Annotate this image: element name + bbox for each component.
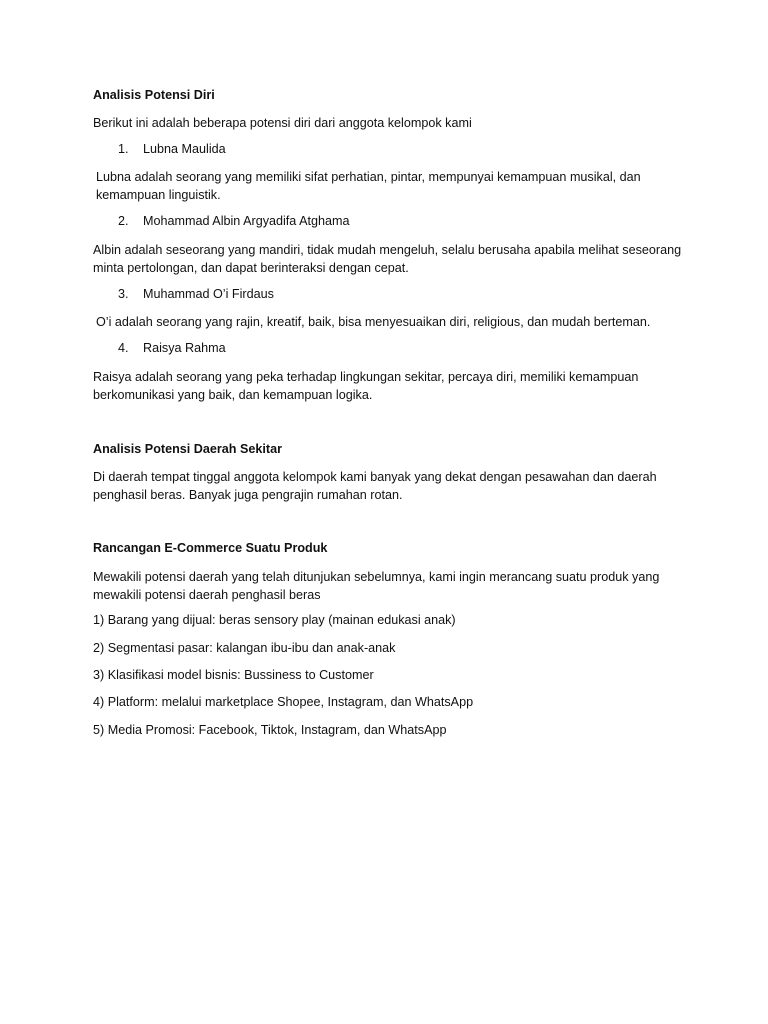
- ecommerce-list-item: 1) Barang yang dijual: beras sensory play (mainan edukasi anak): [93, 613, 456, 627]
- member-list-item: [118, 287, 274, 301]
- member-list-item: [118, 214, 350, 228]
- ecommerce-list-item: 3) Klasifikasi model bisnis: Bussiness to Customer: [93, 668, 374, 682]
- section-title-potensi-daerah: Analisis Potensi Daerah Sekitar: [93, 442, 282, 456]
- member-description: Lubna adalah seorang yang memiliki sifat perhatian, pintar, mempunyai kemampuan musikal, dan kemampuan linguistik.: [96, 170, 641, 202]
- section-title-potensi-diri: Analisis Potensi Diri: [93, 88, 215, 102]
- member-description: Raisya adalah seorang yang peka terhadap lingkungan sekitar, percaya diri, memiliki kemampuan berkomunikasi yang baik, dan kemampuan logika.: [93, 370, 639, 402]
- member-description: Albin adalah seseorang yang mandiri, tidak mudah mengeluh, selalu berusaha apabila melihat seseorang minta pertolongan, dan dapat berinteraksi dengan cepat.: [93, 243, 682, 275]
- ecommerce-list-item: 5) Media Promosi: Facebook, Tiktok, Instagram, dan WhatsApp: [93, 723, 447, 737]
- member-name: Lubna Maulida: [143, 142, 226, 156]
- ecommerce-list-item: 2) Segmentasi pasar: kalangan ibu-ibu dan anak-anak: [93, 641, 396, 655]
- section-body-potensi-daerah: Di daerah tempat tinggal anggota kelompok kami banyak yang dekat dengan pesawahan dan daerah penghasil beras. Banyak juga pengrajin rumahan rotan.: [93, 470, 657, 502]
- member-name: Raisya Rahma: [143, 341, 226, 355]
- list-number: 3.: [118, 287, 129, 301]
- member-description: O’i adalah seorang yang rajin, kreatif, baik, bisa menyesuaikan diri, religious, dan mudah berteman.: [96, 315, 651, 329]
- section-intro-ecommerce: Mewakili potensi daerah yang telah ditunjukan sebelumnya, kami ingin merancang suatu produk yang mewakili potensi daerah penghasil beras: [93, 570, 660, 602]
- member-name: Mohammad Albin Argyadifa Atghama: [143, 214, 350, 228]
- member-name: Muhammad O’i Firdaus: [143, 287, 274, 301]
- list-number: 2.: [118, 214, 129, 228]
- section-intro-potensi-diri: Berikut ini adalah beberapa potensi diri dari anggota kelompok kami: [93, 116, 472, 130]
- list-number: 1.: [118, 142, 129, 156]
- ecommerce-list-item: 4) Platform: melalui marketplace Shopee, Instagram, dan WhatsApp: [93, 695, 474, 709]
- member-list-item: [118, 142, 226, 156]
- section-title-ecommerce: Rancangan E-Commerce Suatu Produk: [93, 541, 328, 555]
- member-list-item: [118, 341, 226, 355]
- list-number: 4.: [118, 341, 129, 355]
